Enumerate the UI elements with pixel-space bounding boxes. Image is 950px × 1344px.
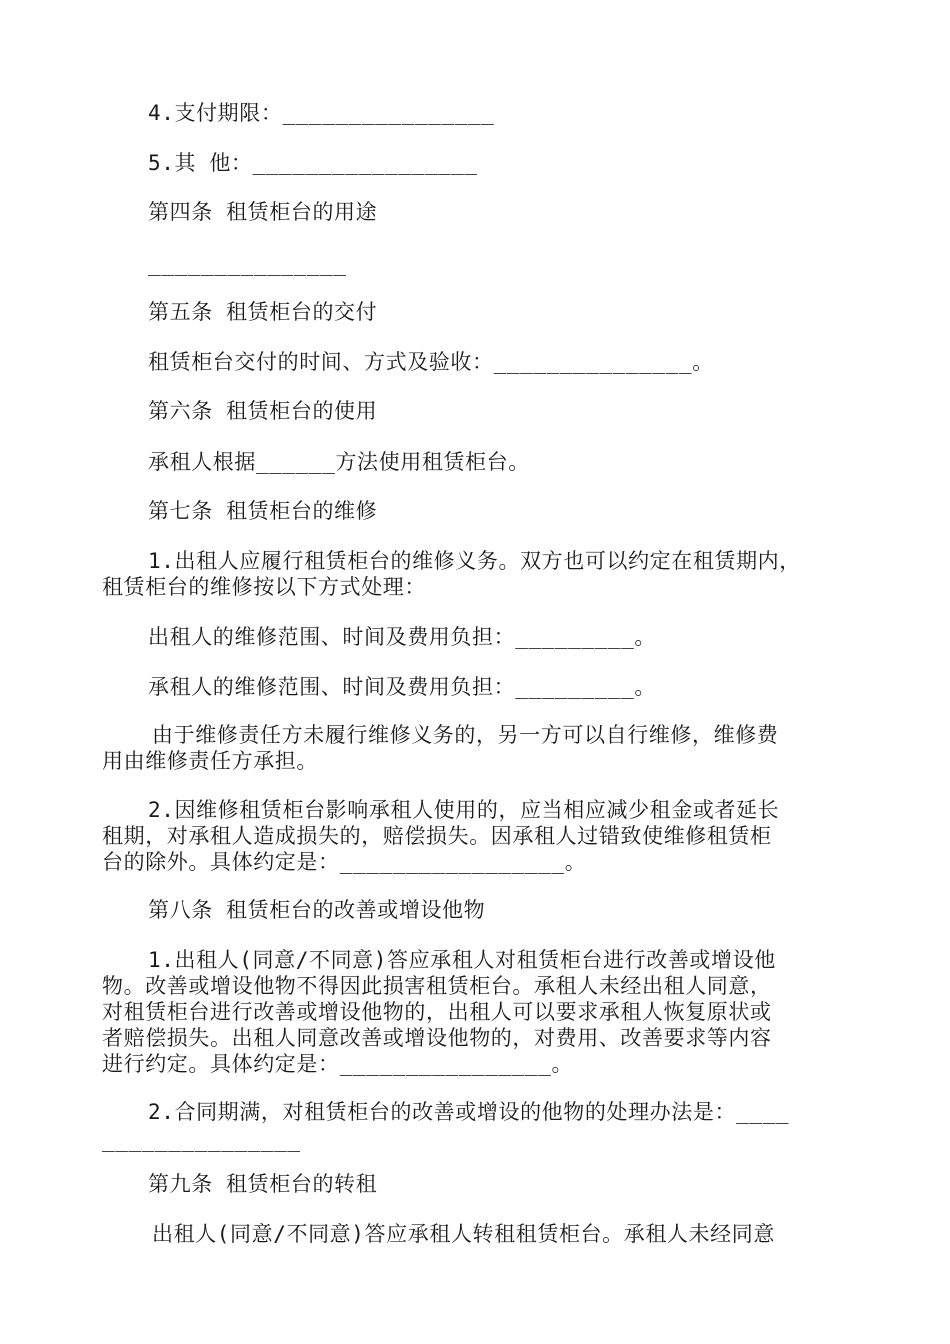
repair-responsibility-line-2: 用由维修责任方承担。 bbox=[102, 749, 318, 773]
article-8-item-2-line-2: _______________ bbox=[102, 1128, 301, 1152]
article-7-item-2-line-2: 租期，对承租人造成损失的，赔偿损失。因承租人过错致使维修租赁柜 bbox=[102, 824, 772, 848]
article-8-item-2-line-1: 2.合同期满，对租赁柜台的改善或增设的他物的处理办法是：____ bbox=[148, 1100, 790, 1124]
article-5-heading: 第五条 租赁柜台的交付 bbox=[148, 300, 378, 324]
payment-deadline-line: 4.支付期限：________________ bbox=[148, 101, 495, 125]
article-8-item-1-line-1: 1.出租人(同意/不同意)答应承租人对租赁柜台进行改善或增设他 bbox=[148, 948, 776, 972]
article-7-item-1-line-2: 租赁柜台的维修按以下方式处理： bbox=[102, 575, 426, 599]
repair-responsibility-line-1: 由于维修责任方未履行维修义务的，另一方可以自行维修，维修费 bbox=[152, 723, 779, 747]
article-6-heading: 第六条 租赁柜台的使用 bbox=[148, 399, 378, 423]
article-4-blank: _______________ bbox=[148, 252, 347, 276]
other-line: 5.其 他：_________________ bbox=[148, 151, 478, 175]
article-8-heading: 第八条 租赁柜台的改善或增设他物 bbox=[148, 898, 486, 922]
article-7-heading: 第七条 租赁柜台的维修 bbox=[148, 499, 378, 523]
article-4-heading: 第四条 租赁柜台的用途 bbox=[148, 200, 378, 224]
article-8-item-1-line-5: 进行约定。具体约定是：________________。 bbox=[102, 1052, 574, 1076]
article-7-item-2-line-3: 台的除外。具体约定是：_________________。 bbox=[102, 850, 587, 874]
article-8-item-1-line-2: 物。改善或增设他物不得因此损害租赁柜台。承租人未经出租人同意， bbox=[102, 974, 772, 998]
article-8-item-1-line-4: 者赔偿损失。出租人同意改善或增设他物的，对费用、改善要求等内容 bbox=[102, 1026, 772, 1050]
lessee-repair-line: 承租人的维修范围、时间及费用负担：_________。 bbox=[148, 675, 656, 699]
article-7-item-1-line-1: 1.出租人应履行租赁柜台的维修义务。双方也可以约定在租赁期内， bbox=[148, 549, 801, 573]
article-5-text: 租赁柜台交付的时间、方式及验收：_______________。 bbox=[148, 350, 714, 374]
article-8-item-1-line-3: 对租赁柜台进行改善或增设他物的，出租人可以要求承租人恢复原状或 bbox=[102, 1000, 772, 1024]
article-9-heading: 第九条 租赁柜台的转租 bbox=[148, 1172, 378, 1196]
lessor-repair-line: 出租人的维修范围、时间及费用负担：_________。 bbox=[148, 625, 656, 649]
article-9-text-line-1: 出租人(同意/不同意)答应承租人转租租赁柜台。承租人未经同意 bbox=[152, 1222, 775, 1246]
article-7-item-2-line-1: 2.因维修租赁柜台影响承租人使用的，应当相应减少租金或者延长 bbox=[148, 798, 780, 822]
article-6-text: 承租人根据______方法使用租赁柜台。 bbox=[148, 450, 530, 474]
